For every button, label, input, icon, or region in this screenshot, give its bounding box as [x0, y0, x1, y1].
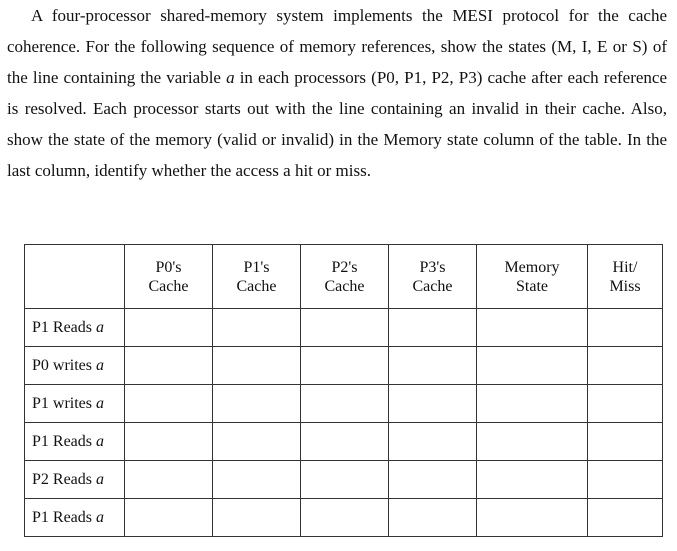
memory-state-cell[interactable]: [477, 499, 588, 537]
p3-cache-cell[interactable]: [389, 461, 477, 499]
p1-cache-cell[interactable]: [213, 423, 301, 461]
hit-miss-cell[interactable]: [588, 347, 663, 385]
header-empty-cell: [25, 245, 125, 309]
question-line-5: cache. Also, show the state of the memory (valid or invalid) in the Memory state column of: [7, 99, 667, 149]
p3-cache-cell[interactable]: [389, 347, 477, 385]
p0-cache-cell[interactable]: [125, 423, 213, 461]
hit-miss-cell[interactable]: [588, 461, 663, 499]
p0-cache-cell[interactable]: [125, 385, 213, 423]
p1-cache-cell[interactable]: [213, 385, 301, 423]
memory-state-cell[interactable]: [477, 385, 588, 423]
p2-cache-cell[interactable]: [301, 423, 389, 461]
table-row: [25, 423, 663, 461]
table-row: [25, 385, 663, 423]
memory-state-cell[interactable]: [477, 309, 588, 347]
mesi-state-table: [24, 244, 663, 537]
p0-cache-cell[interactable]: [125, 461, 213, 499]
table-row: [25, 461, 663, 499]
hit-miss-cell[interactable]: [588, 499, 663, 537]
table-row: [25, 347, 663, 385]
question-paragraph: [7, 0, 667, 186]
p1-cache-cell[interactable]: [213, 499, 301, 537]
question-line-6: the table. In the last column, identify whether the access a hit or miss.: [7, 130, 668, 180]
memory-state-cell[interactable]: [477, 347, 588, 385]
question-line-2: coherence. For the following sequence of memory references, show the states (M, I, E or S): [7, 37, 648, 56]
memory-state-cell[interactable]: [477, 423, 588, 461]
p2-cache-cell[interactable]: [301, 499, 389, 537]
hit-miss-cell[interactable]: [588, 385, 663, 423]
p3-cache-cell[interactable]: [389, 499, 477, 537]
table-row: [25, 499, 663, 537]
header-p0-cache: P0's Cache: [125, 245, 213, 309]
p3-cache-cell[interactable]: [389, 385, 477, 423]
p3-cache-cell[interactable]: [389, 423, 477, 461]
row-label: P1 writes a: [25, 385, 125, 423]
table-row: [25, 309, 663, 347]
hit-miss-cell[interactable]: [588, 423, 663, 461]
question-line-3-before: of the line containing the variable: [7, 37, 667, 87]
p0-cache-cell[interactable]: [125, 499, 213, 537]
header-p3-cache: P3's Cache: [389, 245, 477, 309]
header-p1-cache: P1's Cache: [213, 245, 301, 309]
memory-state-cell[interactable]: [477, 461, 588, 499]
header-hit-miss: Hit/ Miss: [588, 245, 663, 309]
p0-cache-cell[interactable]: [125, 347, 213, 385]
header-p2-cache: P2's Cache: [301, 245, 389, 309]
p2-cache-cell[interactable]: [301, 347, 389, 385]
p2-cache-cell[interactable]: [301, 309, 389, 347]
p2-cache-cell[interactable]: [301, 385, 389, 423]
hit-miss-cell[interactable]: [588, 309, 663, 347]
variable-a: a: [226, 68, 235, 87]
p3-cache-cell[interactable]: [389, 309, 477, 347]
p0-cache-cell[interactable]: [125, 309, 213, 347]
p1-cache-cell[interactable]: [213, 461, 301, 499]
row-label: P1 Reads a: [25, 499, 125, 537]
question-line-1: A four-processor shared-memory system implements the MESI protocol for the cache: [31, 6, 667, 25]
header-row: [25, 245, 663, 309]
row-label: P2 Reads a: [25, 461, 125, 499]
question-line-3-after: in each processors (P0, P1, P2, P3) cache after each: [234, 68, 599, 87]
row-label: P0 writes a: [25, 347, 125, 385]
p1-cache-cell[interactable]: [213, 347, 301, 385]
row-label: P1 Reads a: [25, 423, 125, 461]
p1-cache-cell[interactable]: [213, 309, 301, 347]
row-label: P1 Reads a: [25, 309, 125, 347]
header-memory-state: Memory State: [477, 245, 588, 309]
question-line-4: reference is resolved. Each processor starts out with the line containing an invalid in their: [7, 68, 668, 118]
p2-cache-cell[interactable]: [301, 461, 389, 499]
